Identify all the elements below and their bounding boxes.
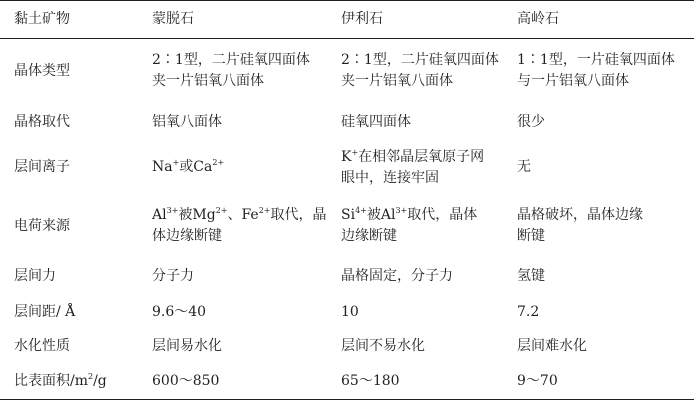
table-cell bbox=[331, 112, 507, 133]
table-cell bbox=[507, 50, 694, 92]
header-cell: 蒙脱石 bbox=[152, 11, 194, 27]
cell-line: 层间易水化 bbox=[152, 337, 222, 354]
row-label: 晶体类型 bbox=[14, 62, 70, 79]
table-cell bbox=[331, 371, 507, 392]
row-label: 电荷来源 bbox=[14, 217, 70, 234]
cell-line: $Si^{4+}$被$Al^{3+}$取代，晶体 bbox=[341, 206, 478, 223]
cell-line: Na+或$Ca^{2+}$ bbox=[152, 158, 225, 175]
cell-line: 10 bbox=[341, 303, 359, 320]
cell-line: 9～70 bbox=[517, 372, 558, 389]
table-cell bbox=[331, 50, 507, 92]
table-row bbox=[0, 329, 694, 363]
cell-line: 边缘断键 bbox=[341, 228, 397, 244]
table-cell bbox=[507, 157, 694, 178]
table-row bbox=[0, 194, 694, 258]
table-cell bbox=[507, 266, 694, 287]
header-cell: 伊利石 bbox=[341, 11, 383, 27]
row-label: 层间力 bbox=[14, 268, 56, 284]
table-cell bbox=[507, 205, 694, 247]
table-row bbox=[0, 258, 694, 295]
table-cell bbox=[142, 112, 331, 133]
table-cell bbox=[331, 302, 507, 323]
cell-line: 2∶1型，二片硅氧四面体 bbox=[341, 52, 499, 68]
table-cell bbox=[142, 371, 331, 392]
table-cell bbox=[142, 50, 331, 92]
cell-line: 与一片铝氧八面体 bbox=[517, 73, 629, 89]
cell-line: 断键 bbox=[517, 228, 545, 244]
table-cell bbox=[142, 205, 331, 247]
cell-line: 分子力 bbox=[152, 268, 194, 284]
cell-line: 体边缘断键 bbox=[152, 228, 222, 244]
cell-line: 2∶1型，二片硅氧四面体 bbox=[152, 52, 310, 68]
table-cell bbox=[507, 302, 694, 323]
table-cell bbox=[507, 371, 694, 392]
table-cell bbox=[331, 147, 507, 189]
cell-line: 65～180 bbox=[341, 372, 400, 389]
cell-line: 很少 bbox=[517, 113, 545, 130]
cell-line: 晶格固定，分子力 bbox=[341, 268, 453, 284]
table-cell bbox=[331, 336, 507, 357]
cell-line: 夹一片铝氧八面体 bbox=[341, 73, 453, 89]
table-row bbox=[0, 39, 694, 103]
table-cell bbox=[331, 205, 507, 247]
row-label: 比表面积$/m^2/g$ bbox=[14, 371, 107, 389]
cell-line: 层间不易水化 bbox=[341, 337, 425, 354]
table-cell bbox=[507, 112, 694, 133]
table-cell bbox=[331, 266, 507, 287]
cell-line: 9.6～40 bbox=[152, 303, 207, 320]
cell-line: 氢键 bbox=[517, 268, 545, 284]
cell-line: K+在相邻晶层氧原子网 bbox=[341, 147, 485, 165]
table-row bbox=[0, 363, 694, 400]
header-cell: 黏土矿物 bbox=[14, 11, 70, 27]
table-row bbox=[0, 295, 694, 329]
table-header-row bbox=[0, 0, 694, 39]
table-body bbox=[0, 39, 694, 400]
cell-line: 7.2 bbox=[517, 303, 540, 320]
table-cell bbox=[142, 266, 331, 287]
table-row bbox=[0, 141, 694, 194]
cell-line: $Al^{3+}$被$Mg^{2+}$、$Fe^{2+}$取代，晶 bbox=[152, 206, 327, 223]
table-cell bbox=[142, 157, 331, 178]
row-label: 层间距/ Å bbox=[14, 303, 76, 320]
cell-line: 夹一片铝氧八面体 bbox=[152, 73, 264, 89]
cell-line: 1∶1型，一片硅氧四面体 bbox=[517, 52, 675, 68]
cell-line: 晶格破坏，晶体边缘 bbox=[517, 207, 643, 223]
cell-line: 眼中，连接牢固 bbox=[341, 169, 439, 186]
row-label: 晶格取代 bbox=[14, 113, 70, 130]
row-label: 水化性质 bbox=[14, 337, 70, 354]
cell-line: 层间难水化 bbox=[517, 337, 587, 354]
row-label: 层间离子 bbox=[14, 159, 70, 175]
cell-line: 600～850 bbox=[152, 372, 220, 389]
table-cell bbox=[142, 302, 331, 323]
table-cell bbox=[142, 336, 331, 357]
table-row bbox=[0, 103, 694, 141]
header-cell: 高岭石 bbox=[517, 11, 559, 27]
cell-line: 硅氧四面体 bbox=[341, 113, 411, 130]
cell-line: 铝氧八面体 bbox=[152, 113, 222, 130]
cell-line: 无 bbox=[517, 159, 531, 175]
table-cell bbox=[507, 336, 694, 357]
